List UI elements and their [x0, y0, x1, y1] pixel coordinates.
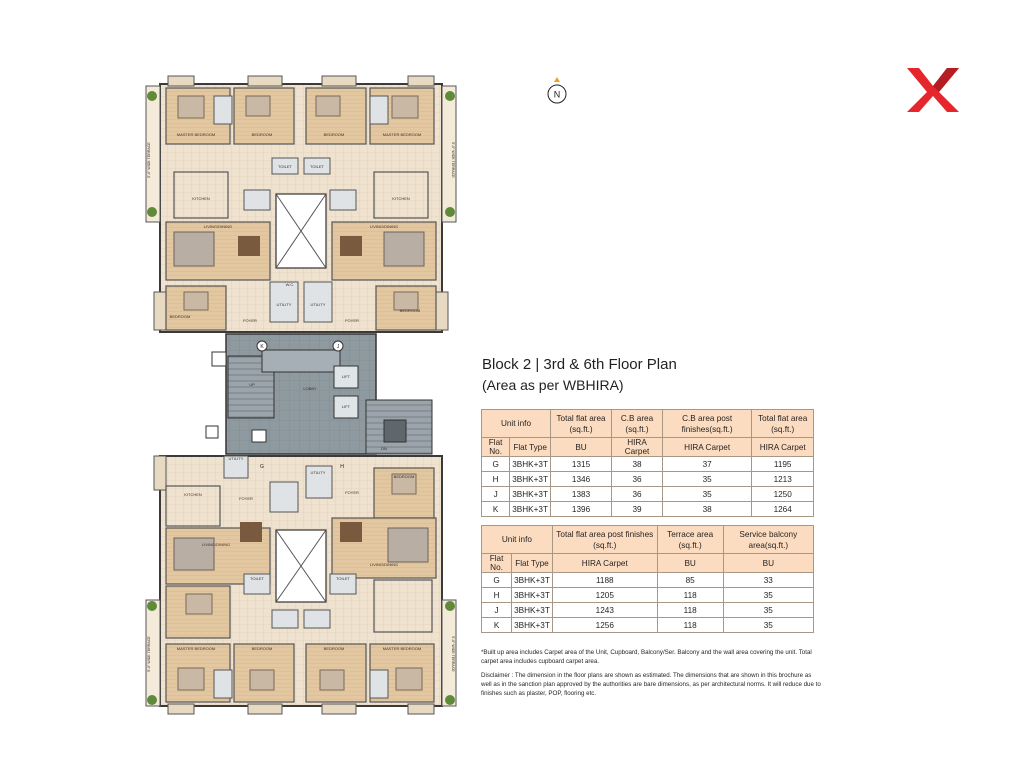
table-subheader: Flat Type — [512, 554, 553, 573]
plan-room-label: UTILITY — [310, 302, 326, 307]
table-cell: 37 — [662, 457, 751, 472]
plan-room-label: UTILITY — [228, 456, 244, 461]
table-row — [482, 573, 814, 588]
plan-room-label: LIVING/DINING — [201, 542, 231, 547]
table-header: Unit info — [482, 526, 553, 554]
table-row — [482, 502, 814, 517]
table-row — [482, 487, 814, 502]
plan-room-label: KITCHEN — [392, 196, 410, 201]
plan-room-label: TOILET — [250, 576, 264, 581]
table-row — [482, 618, 814, 633]
table-subheader: HIRA Carpet — [612, 438, 663, 457]
plan-room-label: FOYER — [345, 318, 359, 323]
table-header: C.B area (sq.ft.) — [612, 410, 663, 438]
terrace-label: 5'-0" WIDE TERRACE — [147, 636, 151, 672]
floor-plan-drawing — [0, 0, 470, 769]
builtup-note: *Built up area includes Carpet area of the Unit, Cupboard, Balcony/Ser. Balcony and the wall area covering the unit. Total carpet area includes cupboard carpet area. — [481, 649, 812, 665]
plan-room-label: W.C. — [285, 282, 295, 287]
unit-marker: K — [260, 344, 264, 350]
table-subheader: Flat No. — [482, 554, 512, 573]
plan-room-label: LOBBY — [303, 386, 317, 391]
plan-room-label: UTILITY — [310, 470, 326, 475]
table-row — [482, 457, 814, 472]
table-cell: 1205 — [552, 588, 657, 603]
table-cell: 35 — [662, 472, 751, 487]
table-cell: 3BHK+3T — [510, 487, 551, 502]
table-cell: G — [482, 573, 512, 588]
table-cell: 3BHK+3T — [512, 603, 553, 618]
table-cell: 3BHK+3T — [512, 588, 553, 603]
plan-room-label: FOYER — [239, 496, 253, 501]
table-cell: 35 — [723, 603, 813, 618]
table-header: Terrace area (sq.ft.) — [657, 526, 723, 554]
plan-room-label: FOYER — [243, 318, 257, 323]
unit-marker: H — [340, 464, 344, 470]
unit-marker: G — [260, 464, 264, 470]
table-cell: K — [482, 618, 512, 633]
table-subheader: BU — [550, 438, 611, 457]
plan-room-label: LIVING/DINING — [369, 224, 399, 229]
plan-room-label: BEDROOM — [393, 474, 415, 479]
plan-room-label: MASTER BEDROOM — [176, 132, 216, 137]
plan-room-label: BEDROOM — [323, 646, 345, 651]
area-table-1 — [481, 409, 814, 517]
table-cell: 1383 — [550, 487, 611, 502]
table-cell: 118 — [657, 603, 723, 618]
area-table-2 — [481, 525, 814, 633]
plan-room-label: TOILET — [336, 576, 350, 581]
table-cell: 1250 — [752, 487, 814, 502]
plan-room-label: UTILITY — [276, 302, 292, 307]
table-cell: J — [482, 487, 510, 502]
page-title: Block 2 | 3rd & 6th Floor Plan — [482, 356, 677, 373]
table-cell: 1195 — [752, 457, 814, 472]
plan-room-label: MASTER BEDROOM — [176, 646, 216, 651]
table-cell: H — [482, 472, 510, 487]
plan-room-label: LIVING/DINING — [203, 224, 233, 229]
table-row — [482, 472, 814, 487]
table-cell: 3BHK+3T — [510, 502, 551, 517]
table-subheader: HIRA Carpet — [752, 438, 814, 457]
table-subheader: BU — [657, 554, 723, 573]
table-cell: G — [482, 457, 510, 472]
table-cell: 39 — [612, 502, 663, 517]
plan-room-label: BEDROOM — [251, 132, 273, 137]
table-cell: 3BHK+3T — [510, 472, 551, 487]
plan-room-label: BEDROOM — [251, 646, 273, 651]
table-cell: 118 — [657, 618, 723, 633]
plan-room-label: UP — [249, 382, 255, 387]
table-cell: 3BHK+3T — [512, 573, 553, 588]
compass-label: N — [553, 89, 561, 100]
plan-room-label: MASTER BEDROOM — [382, 132, 422, 137]
table-subheader: HIRA Carpet — [552, 554, 657, 573]
brand-logo-icon — [905, 66, 961, 114]
plan-room-label: FOYER — [345, 490, 359, 495]
table-subheader: Flat Type — [510, 438, 551, 457]
table-cell: 1346 — [550, 472, 611, 487]
table-cell: 1264 — [752, 502, 814, 517]
table-subheader: HIRA Carpet — [662, 438, 751, 457]
table-cell: 35 — [723, 588, 813, 603]
table-cell: 1256 — [552, 618, 657, 633]
plan-room-label: MASTER BEDROOM — [382, 646, 422, 651]
plan-room-label: LIVING/DINING — [369, 562, 399, 567]
unit-marker: J — [336, 344, 340, 350]
table-cell: J — [482, 603, 512, 618]
table-row — [482, 603, 814, 618]
plan-room-label: BEDROOM — [169, 314, 191, 319]
table-cell: 3BHK+3T — [512, 618, 553, 633]
table-cell: 1213 — [752, 472, 814, 487]
table-cell: K — [482, 502, 510, 517]
table-cell: 85 — [657, 573, 723, 588]
table-cell: 1396 — [550, 502, 611, 517]
table-cell: 35 — [723, 618, 813, 633]
table-cell: 33 — [723, 573, 813, 588]
table-cell: 3BHK+3T — [510, 457, 551, 472]
terrace-label: 5'-0" WIDE TERRACE — [451, 142, 455, 178]
table-subheader: Flat No. — [482, 438, 510, 457]
table-cell: 1188 — [552, 573, 657, 588]
table-header: Total flat area (sq.ft.) — [752, 410, 814, 438]
plan-room-label: LIFT — [341, 404, 351, 409]
table-cell: 1315 — [550, 457, 611, 472]
table-header: Unit info — [482, 410, 551, 438]
plan-room-label: LIFT — [341, 374, 351, 379]
table-cell: 36 — [612, 487, 663, 502]
terrace-label: 5'-0" WIDE TERRACE — [147, 142, 151, 178]
table-cell: 38 — [612, 457, 663, 472]
table-cell: 1243 — [552, 603, 657, 618]
table-header: C.B area post finishes(sq.ft.) — [662, 410, 751, 438]
plan-room-label: BEDROOM — [399, 308, 421, 313]
table-header: Total flat area post finishes (sq.ft.) — [552, 526, 657, 554]
table-cell: 38 — [662, 502, 751, 517]
table-header: Service balcony area(sq.ft.) — [723, 526, 813, 554]
plan-room-label: DN — [381, 446, 387, 451]
table-cell: 35 — [662, 487, 751, 502]
table-cell: H — [482, 588, 512, 603]
plan-room-label: KITCHEN — [192, 196, 210, 201]
plan-room-label: BEDROOM — [323, 132, 345, 137]
plan-room-label: TOILET — [310, 164, 324, 169]
table-row — [482, 588, 814, 603]
page-subtitle: (Area as per WBHIRA) — [482, 377, 624, 393]
plan-room-label: KITCHEN — [184, 492, 202, 497]
disclaimer-note: Disclaimer : The dimension in the floor plans are shown as estimated. The dimensions that are shown in this brochure as well as in the sanction plan approved by the authorities are bare dimensions, as per architectural norms. It will reduce due to finishes such as plaster, POP, flooring etc. — [481, 672, 821, 697]
terrace-label: 5'-0" WIDE TERRACE — [451, 636, 455, 672]
north-compass-icon — [541, 76, 573, 108]
table-cell: 36 — [612, 472, 663, 487]
table-header: Total flat area (sq.ft.) — [550, 410, 611, 438]
table-subheader: BU — [723, 554, 813, 573]
plan-room-label: TOILET — [278, 164, 292, 169]
table-cell: 118 — [657, 588, 723, 603]
